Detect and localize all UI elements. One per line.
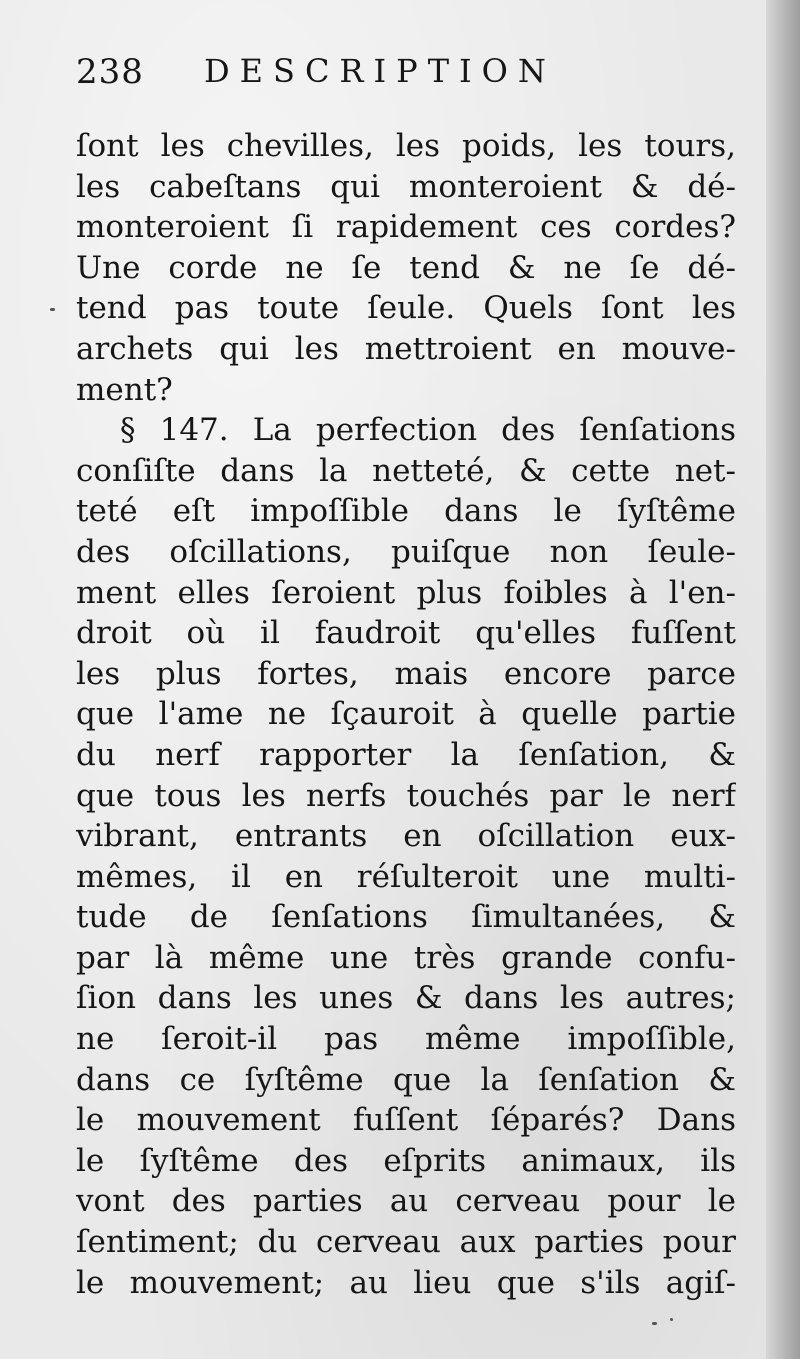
text-line: ment elles ſeroient plus foibles à l'en- <box>76 574 736 611</box>
text-line: dans ce ſyſtême que la ſenſation & <box>76 1061 736 1098</box>
running-title: DESCRIPTION <box>204 52 556 90</box>
text-line: que l'ame ne ſçauroit à quelle partie <box>76 696 736 733</box>
ink-speck <box>50 308 55 311</box>
text-line: Une corde ne ſe tend & ne ſe dé- <box>76 249 736 286</box>
text-line: mêmes, il en réſulteroit une multi- <box>76 858 736 895</box>
text-line: ſont les chevilles, les poids, les tours, <box>76 128 736 164</box>
text-line: le ſyſtême des eſprits animaux, ils <box>76 1142 736 1179</box>
text-line: archets qui les mettroient en mouve- <box>76 330 736 367</box>
body-text <box>76 126 736 1303</box>
text-line: monteroient ſi rapidement ces cordes? <box>76 209 736 246</box>
text-line: vibrant, entrants en oſcillation eux- <box>76 818 736 855</box>
text-line: les plus fortes, mais encore parce <box>76 655 736 692</box>
text-line: droit où il faudroit qu'elles fuſſent <box>76 615 736 652</box>
text-line: le mouvement; au lieu que s'ils agiſ- <box>76 1264 736 1301</box>
text-line: conſiſte dans la netteté, & cette net- <box>76 452 736 489</box>
text-line: le mouvement fuſſent ſéparés? Dans <box>76 1102 736 1139</box>
text-line: tend pas toute ſeule. Quels ſont les <box>76 290 736 327</box>
page-number: 238 <box>76 52 144 92</box>
text-line: ne ſeroit-il pas même impoſſible, <box>76 1021 736 1058</box>
section-start-line: § 147. La perfection des ſenſations <box>120 412 736 449</box>
text-line: tude de ſenſations ſimultanées, & <box>76 899 736 936</box>
page-header <box>76 52 736 102</box>
ink-speck <box>670 1318 673 1321</box>
text-line: ſentiment; du cerveau aux parties pour <box>76 1224 736 1261</box>
text-line: les cabeſtans qui monteroient & dé- <box>76 168 736 205</box>
text-line: des oſcillations, puiſque non ſeule- <box>76 533 736 570</box>
page-edge-shadow <box>766 0 800 1359</box>
text-line: que tous les nerfs touchés par le nerf <box>76 777 736 814</box>
text-line: ſion dans les unes & dans les autres; <box>76 980 736 1017</box>
text-line: par là même une très grande confu- <box>76 939 736 976</box>
ink-speck <box>652 1322 657 1325</box>
text-line: teté eſt impoſſible dans le ſyſtême <box>76 493 736 530</box>
text-line: vont des parties au cerveau pour le <box>76 1183 736 1220</box>
text-line: ment? <box>76 371 173 408</box>
text-line: du nerf rapporter la ſenſation, & <box>76 736 736 773</box>
